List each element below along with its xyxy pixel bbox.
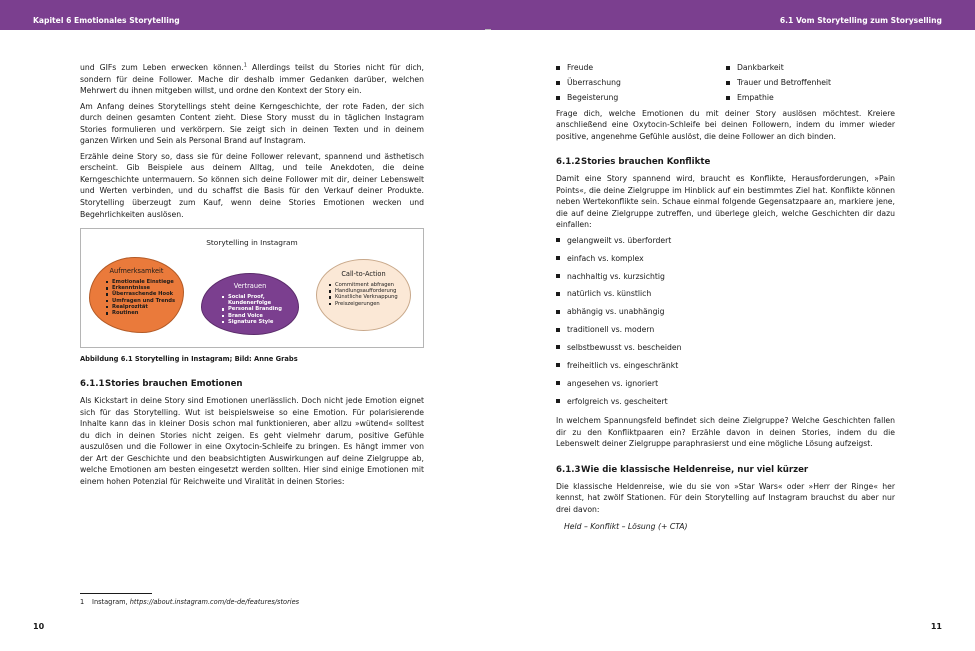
cta-item: Handlungsaufforderung [329, 288, 410, 294]
trust-item: Signature Style [222, 319, 298, 325]
attention-item: Umfragen und Trends [106, 298, 183, 304]
paragraph: Als Kickstart in deine Story sind Emotionen unerlässlich. Doch nicht jede Emotion eignet sich für das Storytelling. Wut ist beispielsweise so eine Emotion. Für polarisierende Inhalte kann das in kleiner Dosis schon mal funktionieren, aber allzu »wütend« solltest du dich in deinen Stories nicht zeigen. Es geht vielmehr darum, positive Gefühle auszulösen und die Follower in eine Oxytocin-Schleife zu bringen. Es hängt immer von der Art der Geschichte und den beabsichtigten Auswirkungen auf deine Zielgruppe ab, welche Emotionen am besten eingesetzt werden sollten. Hier sind einige Emotionen mit einem hohen Potenzial für Reichweite und Viralität in deinen Stories: [80, 396, 424, 486]
conflict-item: nachhaltig vs. kurzsichtig [556, 271, 895, 283]
paragraph: In welchem Spannungsfeld befindet sich deine Zielgruppe? Welche Geschichten fallen dir zu den Konfliktpaaren ein? Erzähle davon in deinen Stories, indem du die Lebenswelt deiner Zielgruppe paraphrasierst und eine mögliche Lösung aufzeigst. [556, 416, 895, 449]
cta-item: Commitment abfragen [329, 282, 410, 288]
trust-item: Personal Branding [222, 306, 298, 312]
conflict-item: erfolgreich vs. gescheitert [556, 396, 895, 408]
attention-title: Aufmerksamkeit [109, 267, 164, 276]
header-bar [0, 0, 975, 30]
conflict-item: freiheitlich vs. eingeschränkt [556, 360, 895, 372]
cta-title: Call-to-Action [341, 270, 386, 279]
emotion-item: Trauer und Betroffenheit [726, 77, 886, 89]
paragraph: Damit eine Story spannend wird, braucht es Konflikte, Herausforderungen, »Pain Points«, die deine Zielgruppe im Hinblick auf ein bestimmtes Ziel hat. Konflikte können neben Wertekonflikte sein. Schaue einmal folgende Gegensatzpaare an, markiere jene, die auf deine Zielgruppe zutreffen, und überlege gleich, welche Geschichten dir dazu einfallen: [556, 174, 895, 230]
gutter-mark [485, 29, 491, 30]
paragraph: Frage dich, welche Emotionen du mit deiner Story auslösen möchtest. Kreiere anschließend eine Oxytocin-Schleife bei deinen Followern, indem du immer wieder positive, angenehme Gefühle auslöst, die deine Follower an dich binden. [556, 108, 895, 141]
attention-item: Routinen [106, 310, 183, 316]
storytelling-figure [80, 228, 424, 348]
emotion-list [556, 62, 895, 104]
paragraph: Am Anfang deines Storytellings steht deine Kerngeschichte, der rote Faden, der sich durch deinen gesamten Content zieht. Diese Story musst du in täglichen Instagram Stories formulieren und verkörpern. Sie zeigt sich in deinen Texten und in deinem ganzen Wirken und Sein als Personal Brand auf Instagram. [80, 101, 424, 146]
trust-title: Vertrauen [233, 282, 267, 291]
footnote-number: 1 [80, 598, 85, 606]
attention-item: Emotionale Einstiege [106, 279, 183, 285]
attention-item: Realprozität [106, 304, 183, 310]
right-page [556, 62, 895, 537]
paragraph: Die klassische Heldenreise, wie du sie von »Star Wars« oder »Herr der Ringe« her kennst, hat zwölf Stationen. Für dein Storytelling auf Instagram brauchst du aber nur drei davon: [556, 481, 895, 514]
footnote-ref[interactable]: 1 [243, 62, 247, 69]
conflict-item: traditionell vs. modern [556, 324, 895, 336]
emotion-item: Überraschung [556, 77, 726, 89]
conflict-item: natürlich vs. künstlich [556, 288, 895, 300]
conflict-item: abhängig vs. unabhängig [556, 306, 895, 318]
conflict-item: selbstbewusst vs. bescheiden [556, 342, 895, 354]
figure-title: Storytelling in Instagram [206, 238, 298, 248]
footnote-link[interactable]: https://about.instagram.com/de-de/features/stories [129, 598, 300, 606]
section-heading: 6.1.1Stories brauchen Emotionen [80, 379, 243, 390]
conflict-list [556, 235, 895, 407]
chapter-header: Kapitel 6 Emotionales Storytelling [33, 16, 180, 25]
cta-item: Preiszeigerungen [329, 301, 410, 307]
trust-item: Brand Voice [222, 313, 298, 319]
emotion-item: Empathie [726, 92, 886, 104]
emotion-item: Begeisterung [556, 92, 726, 104]
attention-blob [89, 257, 184, 333]
paragraph: Erzähle deine Story so, dass sie für deine Follower relevant, spannend und ästhetisch erscheint. Gib Beispiele aus deinem Alltag, und teile Anekdoten, die deine Kerngeschichte untermauern. So können sich deine Follower mit dir, deiner Lebenswelt und Werten verbinden, und du schaffst die Basis für den Verkauf deiner Produkte. Storytelling überzeugt zum Kauf, wenn deine Stories Emotionen wecken und Begehrlichkeiten auslösen. [80, 151, 424, 219]
emotion-item: Dankbarkeit [726, 62, 886, 74]
hero-formula: Held – Konflikt – Lösung (+ CTA) [564, 522, 688, 532]
footnote: 1 Instagram, https://about.instagram.com/de-de/features/stories [80, 598, 300, 606]
cta-blob [316, 259, 411, 331]
conflict-item: angesehen vs. ignoriert [556, 378, 895, 390]
trust-item: Social Proof, Kundenerfolge [222, 294, 298, 306]
left-page [80, 62, 424, 491]
paragraph: und GIFs zum Leben erwecken können.$^1$ Allerdings teilst du Stories nicht für dich, sondern für deine Follower. Mache dir deshalb immer Gedanken darüber, welchen Mehrwert du ihnen mitgeben willst, und ordne den Kontext der Story ein. [80, 62, 425, 96]
emotion-item: Freude [556, 62, 726, 74]
trust-blob [201, 273, 299, 335]
conflict-item: gelangweilt vs. überfordert [556, 235, 895, 247]
attention-item: Überraschende Hook [106, 291, 183, 297]
page-number-left: 10 [33, 622, 45, 631]
conflict-item: einfach vs. komplex [556, 253, 895, 265]
attention-item: Erkenntnisse [106, 285, 183, 291]
page-number-right: 11 [930, 622, 942, 631]
section-heading: 6.1.3Wie die klassische Heldenreise, nur viel kürzer [556, 464, 809, 475]
cta-item: Künstliche Verknappung [329, 294, 410, 300]
footnote-rule [80, 593, 152, 594]
section-header: 6.1 Vom Storytelling zum Storyselling [779, 16, 942, 25]
figure-caption: Abbildung 6.1 Storytelling in Instagram; Bild: Anne Grabs [80, 355, 298, 364]
section-heading: 6.1.2Stories brauchen Konflikte [556, 157, 711, 168]
